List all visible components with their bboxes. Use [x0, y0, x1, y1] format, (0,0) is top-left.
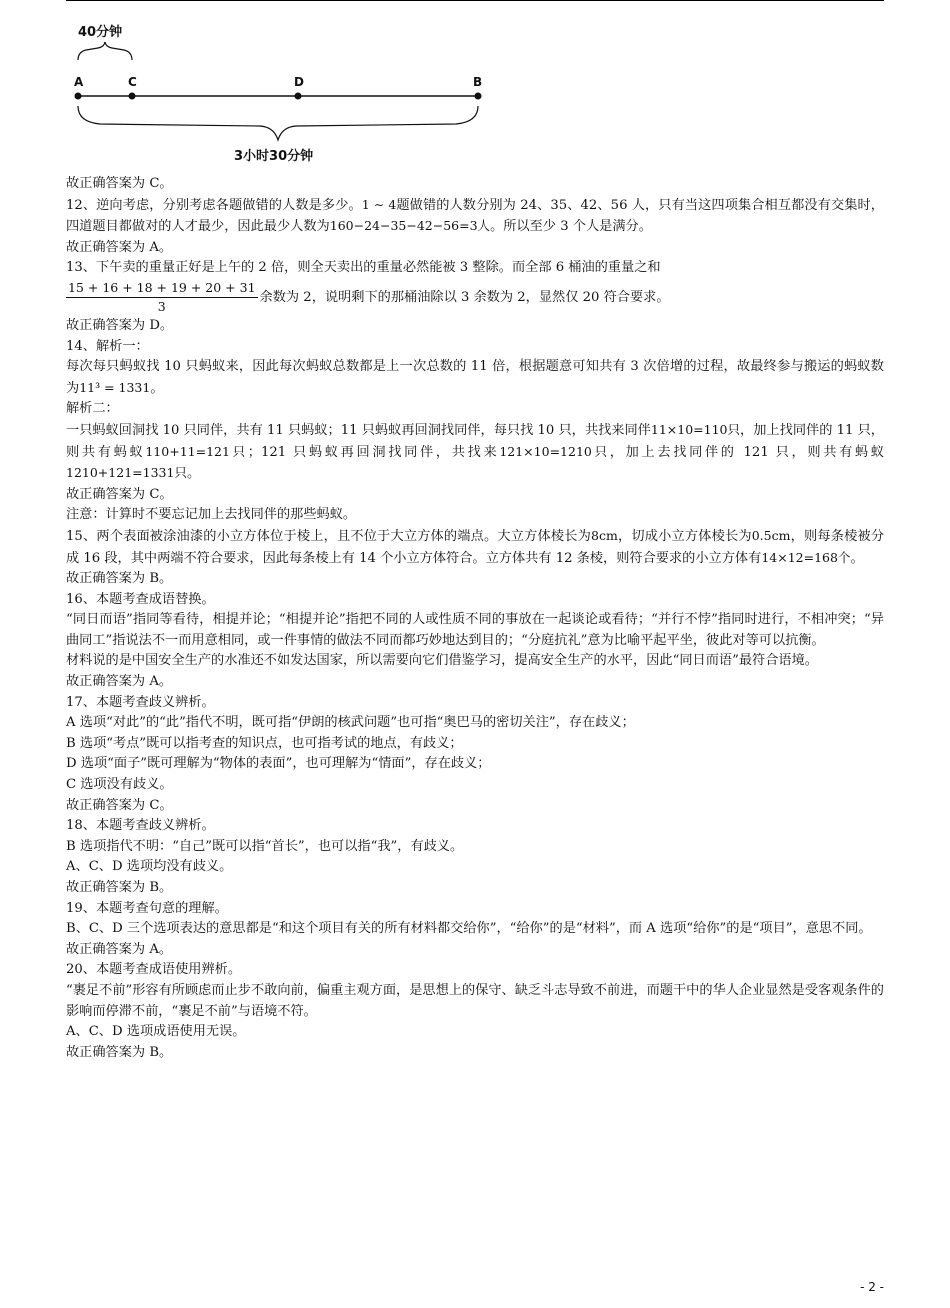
q13-fraction-line: $\frac{15 + 16 + 18 + 19 + 20 + 31}{3}$ 余数为 2，说明剩下的那桶油除以 3 余数为 2，显然仅 20 符合要求。 [68, 279, 670, 314]
math-expression: 11×10=110只 [650, 421, 741, 437]
point-c [129, 93, 136, 100]
page-number: - 2 - [860, 1280, 884, 1294]
math-expression: 11³ = 1331 [79, 379, 151, 395]
label-3h30min: 3小时30分钟 [234, 149, 314, 164]
answer-line: 故正确答案为 A。 [66, 674, 173, 690]
q12-paragraph: 12、逆向考虑，分别考虑各题做错的人数是多少。1 ∼ 4题做错的人数分别为 24、35、42、56 人，只有当这四项集合相互都没有交集时，四道题目都做对的人才最少，因此最少人数为160−24−35−42−56=3人。所以至少 3 个人是满分。 [66, 196, 884, 235]
math-expression: 1 ∼ 4 [361, 196, 397, 212]
math-expression: 160−24−35−42−56=3人 [329, 218, 491, 234]
note-line: 注意：计算时不要忘记加上去找同伴的那些蚂蚁。 [66, 507, 357, 523]
label-40min: 40分钟 [78, 25, 123, 40]
q19-heading: 19、本题考查句意的理解。 [66, 900, 228, 916]
answer-line: 故正确答案为 C。 [66, 797, 173, 813]
q20-heading: 20、本题考查成语使用辨析。 [66, 962, 242, 978]
point-label-b: B [473, 75, 483, 89]
answer-line: 故正确答案为 C。 [66, 176, 173, 191]
q16-paragraph-2: 材料说的是中国安全生产的水准还不如发达国家，所以需要向它们借鉴学习，提高安全生产的水平，因此“同日而语”最符合语境。 [66, 653, 818, 669]
math-expression: 110+11=121只 [145, 443, 248, 459]
q16-heading: 16、本题考查成语替换。 [66, 591, 215, 607]
q16-paragraph-1: “同日而语”指同等看待，相提并论；“相提并论”指把不同的人或性质不同的事放在一起谈论或看待；“并行不悖”指同时进行，不相冲突；“异曲同工”指说法不一而用意相同，或一件事情的做法不同而都巧妙地达到目的；“分庭抗礼”意为比喻平起平坐，彼此对等可以抗衡。 [66, 612, 884, 648]
q14-heading-2: 解析二： [66, 401, 119, 417]
answer-line: 故正确答案为 B。 [66, 880, 173, 895]
q17-heading: 17、本题考查歧义辨析。 [66, 694, 215, 710]
q17-option-d: D 选项“面子”既可理解为“物体的表面”，也可理解为“情面”，存在歧义； [66, 756, 491, 772]
fraction: $\frac{15 + 16 + 18 + 19 + 20 + 31}{3}$ [68, 279, 256, 314]
timeline-diagram [60, 18, 500, 168]
q18-heading: 18、本题考查歧义辨析。 [66, 818, 215, 834]
q14-heading: 14、解析一： [66, 338, 149, 354]
q14-paragraph-2: 一只蚂蚁回洞找 10 只同伴，共有 11 只蚂蚁；11 只蚂蚁再回洞找同伴，每只找 10 只，共找来同伴11×10=110只，加上找同伴的 11 只，则共有蚂蚁110+11=121只；121 只蚂蚁再回洞找同伴，共找来121×10=1210只，加上去找同伴的 121 只，则共有蚂蚁1210+121=1331只。 [66, 421, 884, 482]
q17-option-c: C 选项没有歧义。 [66, 777, 173, 793]
q18-options-acd: A、C、D 选项均没有歧义。 [66, 859, 233, 875]
q13-paragraph: 13、下午卖的重量正好是上午的 2 倍，则全天卖出的重量必然能被 3 整除。而全部 6 桶油的重量之和 [66, 260, 661, 276]
answer-line: 故正确答案为 D。 [66, 317, 174, 333]
point-label-a: A [74, 75, 84, 89]
answer-line: 故正确答案为 B。 [66, 1044, 173, 1060]
q18-option-b: B 选项指代不明：“自己”既可以指“首长”，也可以指“我”，有歧义。 [66, 838, 464, 854]
math-expression: 0.5cm [751, 527, 791, 543]
math-expression: 1210+121=1331只 [66, 465, 187, 481]
header-rule [66, 0, 884, 1]
answer-line: 故正确答案为 C。 [66, 486, 173, 502]
point-label-c: C [128, 75, 137, 89]
point-label-d: D [294, 75, 304, 89]
math-expression: 121×10=1210只 [499, 443, 610, 459]
q19-paragraph: B、C、D 三个选项表达的意思都是“和这个项目有关的所有材料都交给你”，“给你”的是“材料”，而 A 选项“给你”的是“项目”，意思不同。 [66, 921, 872, 937]
answer-line: 故正确答案为 B。 [66, 571, 173, 587]
bottom-brace [78, 106, 478, 140]
q17-option-a: A 选项“对此”的“此”指代不明，既可指“伊朗的核武问题”也可指“奥巴马的密切关注”，存在歧义； [66, 715, 635, 731]
q20-options-acd: A、C、D 选项成语使用无误。 [66, 1024, 246, 1040]
answer-line: 故正确答案为 A。 [66, 941, 173, 957]
point-d [295, 93, 302, 100]
answer-content [66, 174, 884, 1063]
top-brace [78, 42, 132, 60]
point-a [75, 93, 82, 100]
answer-line: 故正确答案为 A。 [66, 239, 173, 255]
point-b [475, 93, 482, 100]
q15-paragraph: 15、两个表面被涂油漆的小立方体位于棱上，且不位于大立方体的端点。大立方体棱长为8cm，切成小立方体棱长为0.5cm，则每条棱被分成 16 段，其中两端不符合要求，因此每条棱上有 14 个小立方体符合。立方体共有 12 条棱，则符合要求的小立方体有14×12=168个。 [66, 527, 885, 566]
q14-paragraph-1: 每次每只蚂蚁找 10 只蚂蚁来，因此每次蚂蚁总数都是上一次总数的 11 倍，根据题意可知共有 3 次倍增的过程，故最终参与搬运的蚂蚁数为11³ = 1331。 [66, 359, 884, 396]
q17-option-b: B 选项“考点”既可以指考查的知识点，也可指考试的地点，有歧义； [66, 735, 463, 751]
math-expression: 8cm [591, 527, 618, 543]
math-expression: 14×12=168个 [761, 549, 851, 565]
q20-paragraph: “裹足不前”形容有所顾虑而止步不敢向前，偏重主观方面，是思想上的保守、缺乏斗志导致不前进，而题干中的华人企业显然是受客观条件的影响而停滞不前，“裹足不前”与语境不符。 [66, 982, 884, 1019]
